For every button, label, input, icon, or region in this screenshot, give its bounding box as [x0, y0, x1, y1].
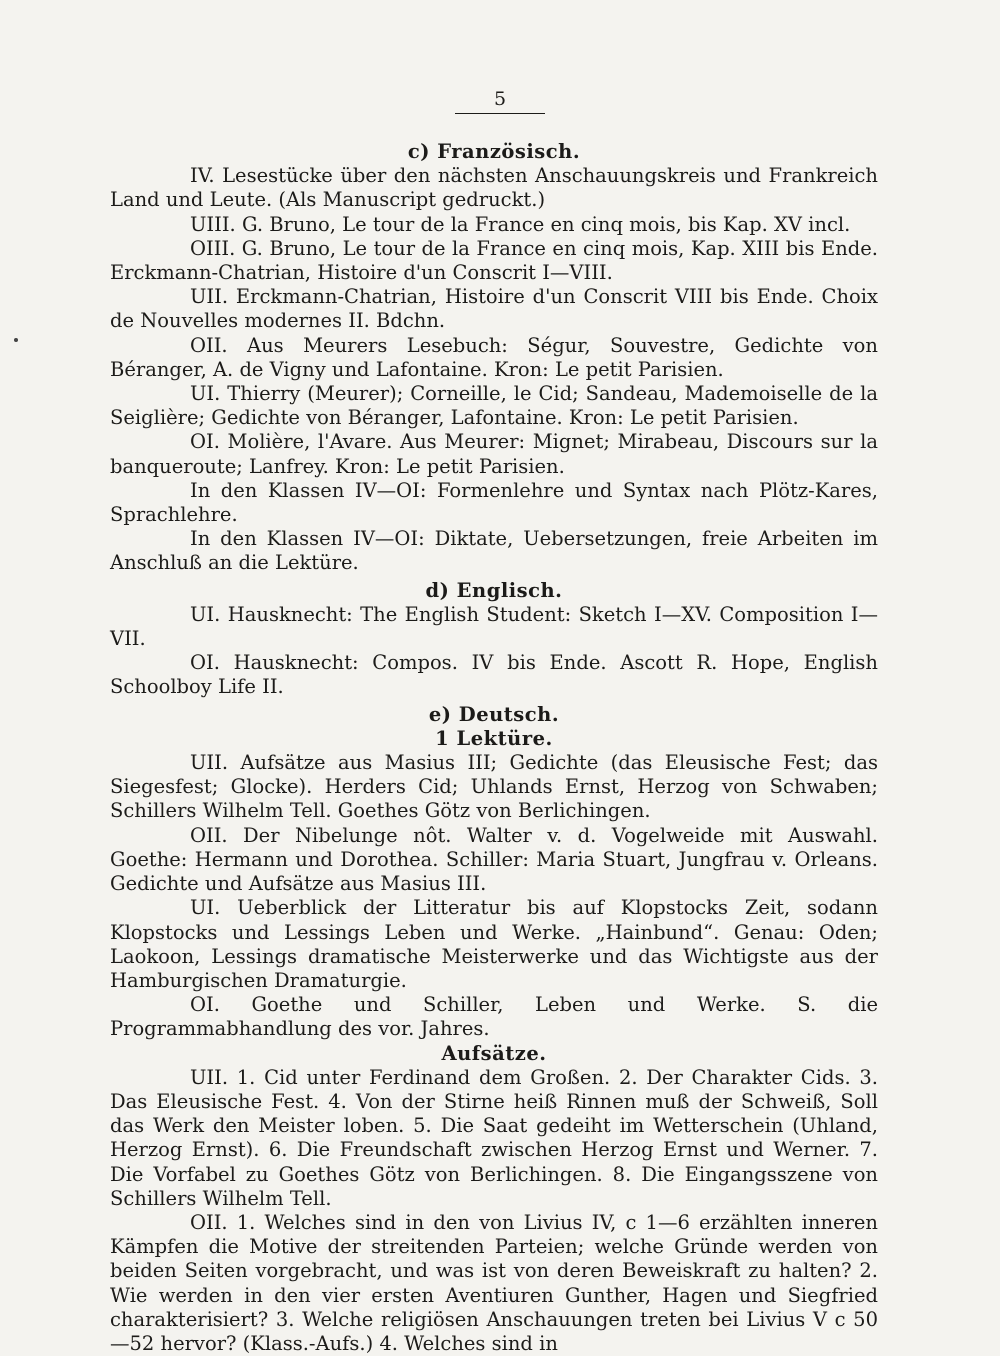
paragraph: OI. Hausknecht: Compos. IV bis Ende. Ascott R. Hope, English Schoolboy Life II.: [110, 651, 878, 699]
paragraph: In den Klassen IV—OI: Diktate, Uebersetzungen, freie Arbeiten im Anschluß an die Lektüre.: [110, 527, 878, 575]
paragraph: OII. Aus Meurers Lesebuch: Ségur, Souvestre, Gedichte von Béranger, A. de Vigny und Lafontaine. Kron: Le petit Parisien.: [110, 333, 878, 381]
paragraph: UII. Erckmann-Chatrian, Histoire d'un Conscrit VIII bis Ende. Choix de Nouvelles modernes II. Bdchn.: [110, 285, 878, 333]
paragraph: UI. Thierry (Meurer); Corneille, le Cid; Sandeau, Mademoiselle de la Seiglière; Gedichte von Béranger, Lafontaine. Kron: Le petit Parisien.: [110, 382, 878, 430]
paragraph: OII. 1. Welches sind in den von Livius IV, c 1—6 erzählten inneren Kämpfen die Motive der streitenden Parteien; welche Gründe werden von beiden Seiten vorgebracht, und was ist von deren Beweiskraft zu halten? 2. Wie werden in den vier ersten Aventiuren Gunther, Hagen und Siegfried charakterisiert? 3. Welche religiösen Anschauungen treten bei Livius V c 50—52 hervor? (Klass.-Aufs.) 4. Welches sind in: [110, 1210, 878, 1355]
paragraph: In den Klassen IV—OI: Formenlehre und Syntax nach Plötz-Kares, Sprachlehre.: [110, 478, 878, 527]
page-number: 5: [455, 88, 545, 114]
paragraph: OIII. G. Bruno, Le tour de la France en cinq mois, Kap. XIII bis Ende. Erckmann-Chatrian, Histoire d'un Conscrit I—VIII.: [110, 236, 878, 285]
paragraph: OII. Der Nibelunge nôt. Walter v. d. Vogelweide mit Auswahl. Goethe: Hermann und Dorothea. Schiller: Maria Stuart, Jungfrau v. Orleans. Gedichte und Aufsätze aus Masius III.: [110, 823, 878, 896]
heading-french: c) Französisch.: [407, 140, 581, 163]
document-body: [110, 140, 878, 1356]
margin-mark: [14, 338, 18, 342]
paragraph: IV. Lesestücke über den nächsten Anschauungskreis und Frankreich Land und Leute. (Als Manuscript gedruckt.): [110, 164, 878, 212]
heading-english: d) Englisch.: [425, 578, 563, 602]
heading-german: e) Deutsch.: [428, 702, 560, 726]
paragraph: UII. 1. Cid unter Ferdinand dem Großen. 2. Der Charakter Cids. 3. Das Eleusische Fest. 4. Von der Stirne heiß Rinnen muß der Schweiß, Soll das Werk den Meister loben. 5. Die Saat gedeiht im Wetterschein (Uhland, Herzog Ernst). 6. Die Freundschaft zwischen Herzog Ernst und Werner. 7. Die Vorfabel zu Goethes Götz von Berlichingen. 8. Die Eingangsszene von Schillers Wilhelm Tell.: [110, 1065, 878, 1210]
paragraph: OI. Molière, l'Avare. Aus Meurer: Mignet; Mirabeau, Discours sur la banqueroute; Lanfrey. Kron: Le petit Parisien.: [110, 430, 878, 478]
paragraph: UIII. G. Bruno, Le tour de la France en cinq mois, bis Kap. XV incl.: [190, 212, 851, 236]
subheading-aufsaetze: Aufsätze.: [441, 1041, 547, 1065]
paragraph: UII. Aufsätze aus Masius III; Gedichte (das Eleusische Fest; das Siegesfest; Glocke). Herders Cid; Uhlands Ernst, Herzog von Schwaben; Schillers Wilhelm Tell. Goethes Götz von Berlichingen.: [110, 751, 878, 823]
subheading-lektuere: 1 Lektüre.: [435, 726, 553, 750]
paragraph: UI. Ueberblick der Litteratur bis auf Klopstocks Zeit, sodann Klopstocks und Lessings Leben und Werke. „Hainbund“. Genau: Oden; Laokoon, Lessings dramatische Meisterwerke und das Wichtigste aus der Hamburgischen Dramaturgie.: [110, 896, 878, 992]
paragraph: UI. Hausknecht: The English Student: Sketch I—XV. Composition I—VII.: [110, 602, 878, 651]
paragraph: OI. Goethe und Schiller, Leben und Werke. S. die Programmabhandlung des vor. Jahres.: [110, 993, 878, 1041]
